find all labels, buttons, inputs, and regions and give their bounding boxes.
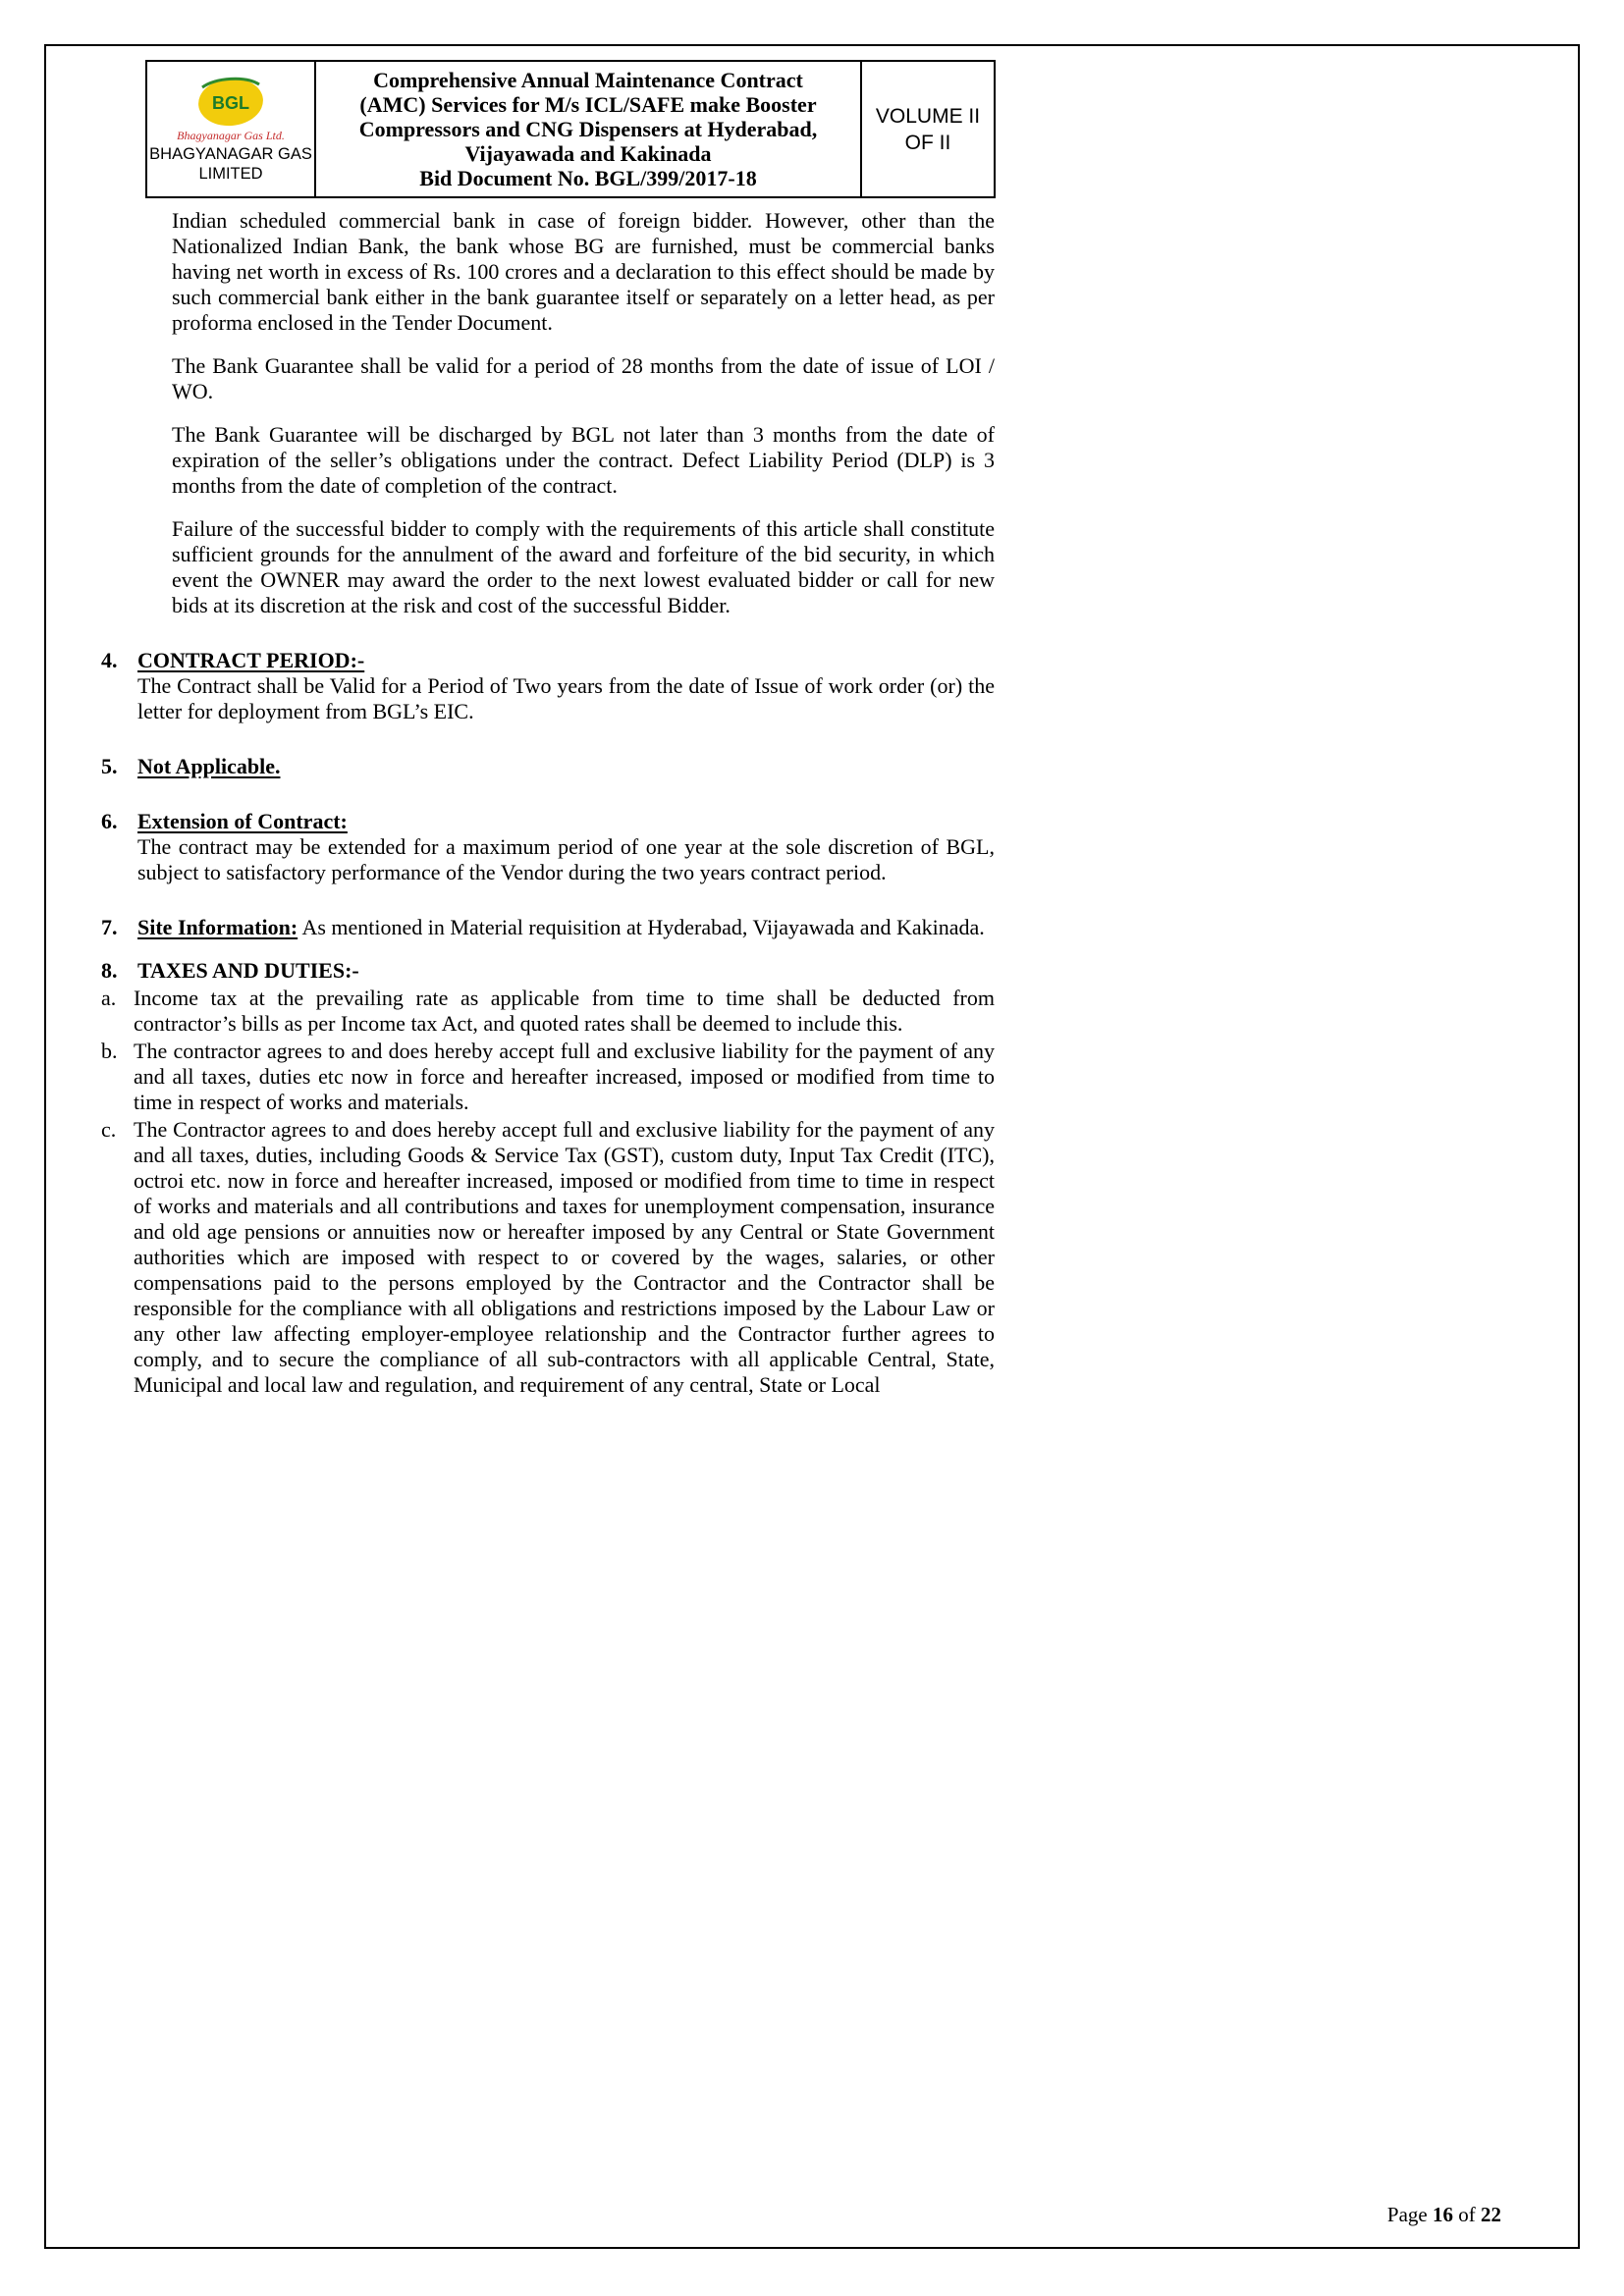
document-title-line: Comprehensive Annual Maintenance Contract bbox=[373, 68, 803, 92]
section-text: As mentioned in Material requisition at Hyderabad, Vijayawada and Kakinada. bbox=[301, 915, 985, 939]
section-heading: Site Information: bbox=[137, 915, 298, 939]
volume-cell bbox=[862, 62, 994, 196]
title-cell bbox=[316, 62, 862, 196]
section-heading-row bbox=[101, 809, 995, 834]
section-number: 8. bbox=[101, 958, 118, 983]
section-heading: Not Applicable. bbox=[137, 754, 281, 778]
footer-separator: of bbox=[1458, 2203, 1476, 2226]
total-pages: 22 bbox=[1481, 2203, 1501, 2226]
section-heading: Extension of Contract: bbox=[137, 809, 348, 833]
body-paragraph: The Bank Guarantee will be discharged by BGL not later than 3 months from the date of expiration of the seller’s obligations under the contract. Defect Liability Period (DLP) is 3 months from the date of completion of the contract. bbox=[172, 422, 995, 498]
volume-label-line2: OF II bbox=[904, 131, 951, 154]
section-text: The Contract shall be Valid for a Period of Two years from the date of Issue of work order (or) the letter for deployment from BGL’s EIC. bbox=[137, 673, 995, 723]
section-text: The contract may be extended for a maximum period of one year at the sole discretion of BGL, subject to satisfactory performance of the Vendor during the two years contract period. bbox=[137, 834, 995, 884]
org-name-line2: LIMITED bbox=[198, 164, 263, 183]
section-number: 7. bbox=[101, 915, 118, 939]
org-name-line1: BHAGYANAGAR GAS bbox=[149, 144, 312, 163]
list-item-text: The contractor agrees to and does hereby accept full and exclusive liability for the payment of any and all taxes, duties etc now in force and hereafter increased, imposed or modified from time to time in respect of works and materials. bbox=[134, 1039, 995, 1114]
document-title-line: Vijayawada and Kakinada bbox=[464, 141, 712, 166]
section-not-applicable bbox=[101, 754, 995, 779]
list-item-text: The Contractor agrees to and does hereby accept full and exclusive liability for the payment of any and all taxes, duties, including Goods & Service Tax (GST), custom duty, Input Tax Credit (ITC), octroi etc. now in force and hereafter increased, imposed or modified from time to time in respect of works and materials and all contributions and taxes for unemployment compensation, insurance and old age pensions or annuities now or hereafter imposed by any Central or State Government authorities which are imposed with respect to or covered by the wages, salaries, or other compensations paid to the persons employed by the Contractor and the Contractor shall be responsible for the compliance with all obligations and restrictions imposed by the Labour Law or any other law affecting employer-employee relationship and the Contractor further agrees to comply, and to secure the compliance of all sub-contractors with all applicable Central, State, Municipal and local law and regulation, and requirement of any central, State or Local bbox=[134, 1117, 995, 1397]
bgl-logo-icon bbox=[189, 76, 273, 133]
page-number: 16 bbox=[1433, 2203, 1453, 2226]
footer-prefix: Page bbox=[1386, 2203, 1428, 2226]
document-title-line: (AMC) Services for M/s ICL/SAFE make Booster bbox=[359, 92, 817, 117]
page-border-frame bbox=[44, 44, 1580, 2249]
list-item-letter: a. bbox=[101, 986, 117, 1010]
section-heading: TAXES AND DUTIES:- bbox=[137, 958, 359, 983]
body-paragraph: Failure of the successful bidder to comply with the requirements of this article shall constitute sufficient grounds for the annulment of the award and forfeiture of the bid security, in which event the OWNER may award the order to the next lowest evaluated bidder or call for new bids at its discretion at the risk and cost of the successful Bidder. bbox=[172, 516, 995, 617]
logo-acronym: BGL bbox=[212, 92, 249, 113]
section-extension-of-contract bbox=[101, 809, 995, 885]
section-heading-row bbox=[101, 754, 995, 779]
logo-tagline: Bhagyanagar Gas Ltd. bbox=[177, 128, 285, 142]
list-item bbox=[101, 986, 995, 1037]
page-footer bbox=[1387, 2203, 1501, 2227]
list-item-letter: b. bbox=[101, 1039, 118, 1063]
section-heading: CONTRACT PERIOD:- bbox=[137, 648, 365, 672]
volume-label-line1: VOLUME II bbox=[875, 104, 981, 128]
logo-cell bbox=[147, 62, 316, 196]
section-taxes-and-duties bbox=[101, 958, 995, 1398]
document-body bbox=[101, 208, 995, 1398]
section-number: 6. bbox=[101, 809, 118, 833]
list-item-letter: c. bbox=[101, 1117, 117, 1142]
section-heading-row bbox=[101, 648, 995, 673]
section-number: 4. bbox=[101, 648, 118, 672]
section-heading-row bbox=[101, 958, 995, 984]
section-site-information bbox=[101, 915, 995, 940]
document-title-line: Compressors and CNG Dispensers at Hyderabad, bbox=[358, 117, 818, 141]
section-heading-row bbox=[101, 915, 995, 940]
section-number: 5. bbox=[101, 754, 118, 778]
document-header bbox=[145, 60, 996, 198]
body-paragraph: The Bank Guarantee shall be valid for a period of 28 months from the date of issue of LOI / WO. bbox=[172, 353, 995, 403]
section-contract-period bbox=[101, 648, 995, 724]
list-item-text: Income tax at the prevailing rate as applicable from time to time shall be deducted from contractor’s bills as per Income tax Act, and quoted rates shall be deemed to include this. bbox=[134, 986, 995, 1036]
list-item bbox=[101, 1117, 995, 1398]
body-paragraph: Indian scheduled commercial bank in case of foreign bidder. However, other than the Nationalized Indian Bank, the bank whose BG are furnished, must be commercial banks having net worth in excess of Rs. 100 crores and a declaration to this effect should be made by such commercial bank either in the bank guarantee itself or separately on a letter head, as per proforma enclosed in the Tender Document. bbox=[172, 208, 995, 335]
list-item bbox=[101, 1039, 995, 1115]
bid-document-number: Bid Document No. BGL/399/2017-18 bbox=[419, 166, 757, 190]
